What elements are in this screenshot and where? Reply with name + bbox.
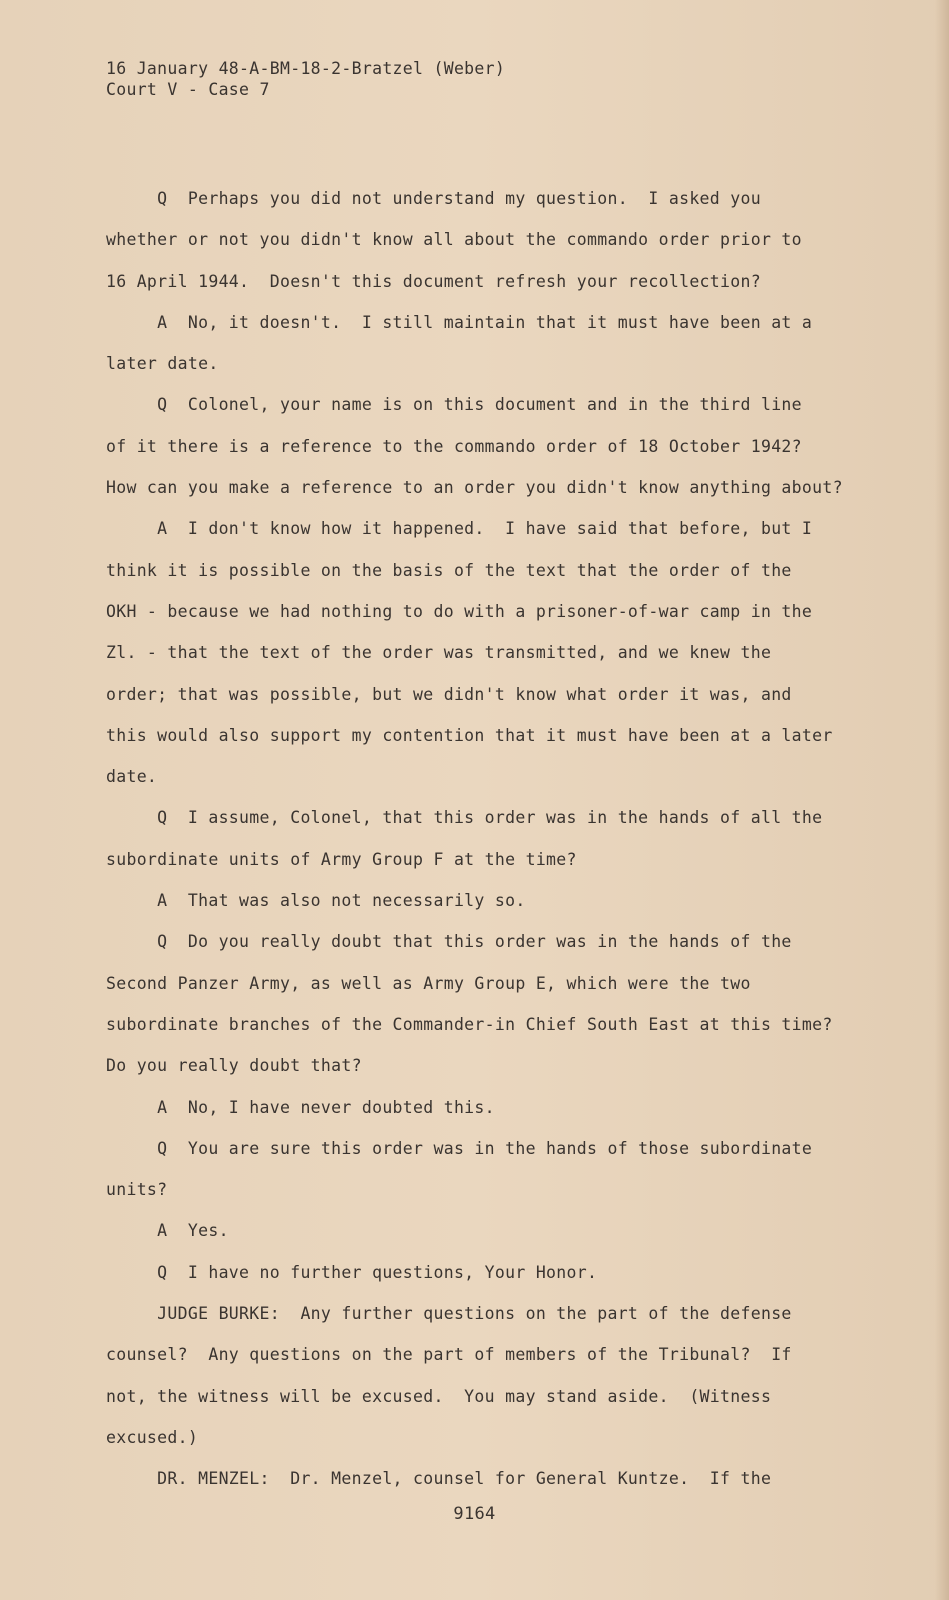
transcript-line: date.: [106, 767, 158, 787]
transcript-line: order; that was possible, but we didn't know what order it was, and: [106, 684, 792, 704]
transcript-line: DR. MENZEL: Dr. Menzel, counsel for General Kuntze. If the: [106, 1469, 772, 1489]
transcript-body: [106, 178, 846, 1500]
transcript-line: Second Panzer Army, as well as Army Group E, which were the two: [106, 973, 751, 993]
transcript-line: A That was also not necessarily so.: [106, 891, 526, 911]
transcript-line: Q Colonel, your name is on this document and in the third line: [106, 395, 802, 415]
transcript-line: units?: [106, 1180, 168, 1200]
transcript-line: 16 April 1944. Doesn't this document refresh your recollection?: [106, 271, 761, 291]
transcript-line: Q Do you really doubt that this order was in the hands of the: [106, 932, 792, 952]
transcript-line: not, the witness will be excused. You may stand aside. (Witness: [106, 1386, 772, 1406]
transcript-line: Q Perhaps you did not understand my question. I asked you: [106, 189, 761, 208]
transcript-line: Zl. - that the text of the order was transmitted, and we knew the: [106, 643, 772, 663]
transcript-line: subordinate branches of the Commander-in Chief South East at this time?: [106, 1014, 833, 1034]
transcript-line: Q I have no further questions, Your Honor.: [106, 1262, 598, 1282]
transcript-line: whether or not you didn't know all about the commando order prior to: [106, 230, 802, 250]
transcript-line: counsel? Any questions on the part of members of the Tribunal? If: [106, 1345, 792, 1365]
transcript-line: How can you make a reference to an order you didn't know anything about?: [106, 478, 843, 498]
transcript-line: JUDGE BURKE: Any further questions on the part of the defense: [106, 1304, 792, 1324]
page-edge-shadow: [935, 0, 949, 1600]
transcript-line: subordinate units of Army Group F at the time?: [106, 849, 577, 869]
transcript-line: A No, it doesn't. I still maintain that it must have been at a: [106, 312, 813, 332]
transcript-line: later date.: [106, 354, 219, 374]
transcript-line: A I don't know how it happened. I have said that before, but I: [106, 519, 813, 539]
page-number: 9164: [453, 1504, 496, 1524]
transcript-line: of it there is a reference to the commando order of 18 October 1942?: [106, 436, 802, 456]
page-header: [106, 58, 505, 100]
transcript-line: A Yes.: [106, 1221, 229, 1241]
transcript-line: this would also support my contention that it must have been at a later: [106, 725, 833, 745]
header-case-line: 16 January 48-A-BM-18-2-Bratzel (Weber): [106, 59, 506, 78]
transcript-line: excused.): [106, 1427, 199, 1447]
header-court-line: Court V - Case 7: [106, 80, 270, 99]
transcript-line: Q You are sure this order was in the hands of those subordinate: [106, 1138, 813, 1158]
transcript-line: think it is possible on the basis of the text that the order of the: [106, 560, 792, 580]
transcript-line: OKH - because we had nothing to do with a prisoner-of-war camp in the: [106, 601, 813, 621]
transcript-line: A No, I have never doubted this.: [106, 1097, 495, 1117]
transcript-line: Q I assume, Colonel, that this order was in the hands of all the: [106, 808, 823, 828]
transcript-line: Do you really doubt that?: [106, 1056, 362, 1076]
